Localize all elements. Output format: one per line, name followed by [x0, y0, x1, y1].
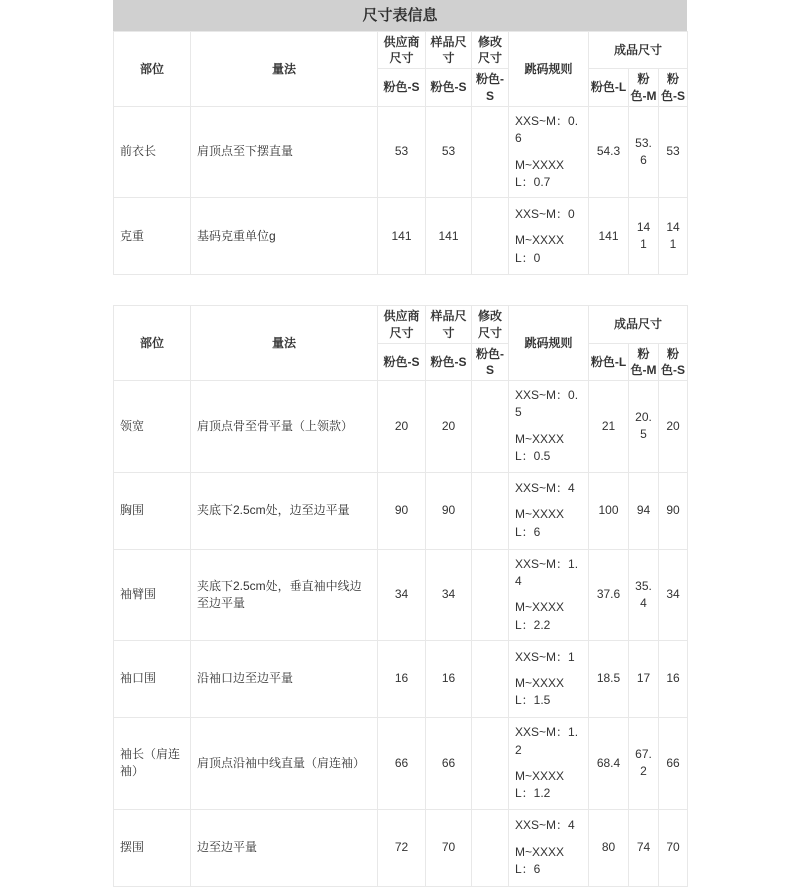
- cell-finished-size: 80: [589, 809, 629, 886]
- cell-finished-size: 37.6: [589, 549, 629, 641]
- grading-rule-line: XXS~M：1: [515, 649, 575, 664]
- cell-finished-size: 67.2: [629, 718, 659, 810]
- cell-method: 沿袖口边至边平量: [191, 641, 378, 718]
- size-table-section-1: [113, 31, 687, 275]
- cell-sample-size: 90: [426, 472, 472, 549]
- cell-grading-rule: [509, 381, 589, 473]
- cell-part: 胸围: [114, 472, 191, 549]
- table-row: [114, 472, 688, 549]
- cell-sample-size: 141: [426, 198, 472, 275]
- cell-finished-size: 18.5: [589, 641, 629, 718]
- table-row: [114, 106, 688, 198]
- header-method: 量法: [191, 32, 378, 107]
- cell-finished-size: 68.4: [589, 718, 629, 810]
- cell-supplier-size: 90: [378, 472, 426, 549]
- grading-rule-line: M~XXXXL：6: [515, 844, 565, 876]
- header-supplier-size: 供应商尺寸: [378, 32, 426, 69]
- cell-sample-size: 66: [426, 718, 472, 810]
- subheader-finished-pink-l: 粉色-L: [589, 69, 629, 106]
- table-gap: [113, 275, 687, 305]
- table-row: [114, 641, 688, 718]
- header-row-top: [114, 306, 688, 343]
- cell-method: 基码克重单位g: [191, 198, 378, 275]
- cell-finished-size: 20: [659, 381, 688, 473]
- table-row: [114, 718, 688, 810]
- cell-finished-size: 54.3: [589, 106, 629, 198]
- cell-grading-rule: [509, 549, 589, 641]
- cell-part: 摆围: [114, 809, 191, 886]
- subheader-finished-pink-l: 粉色-L: [589, 343, 629, 380]
- grading-rule-line: XXS~M：1.4: [515, 556, 579, 589]
- header-sample-size: 样品尺寸: [426, 306, 472, 343]
- cell-finished-size: 141: [629, 198, 659, 275]
- cell-supplier-size: 34: [378, 549, 426, 641]
- size-table-1: [113, 31, 688, 275]
- cell-modify-size: [472, 381, 509, 473]
- subheader-modify-color-size: 粉色-S: [472, 343, 509, 380]
- header-grading-rule: 跳码规则: [509, 32, 589, 107]
- cell-finished-size: 53.6: [629, 106, 659, 198]
- cell-supplier-size: 72: [378, 809, 426, 886]
- cell-finished-size: 53: [659, 106, 688, 198]
- cell-finished-size: 20.5: [629, 381, 659, 473]
- cell-method: 肩顶点骨至骨平量（上领款）: [191, 381, 378, 473]
- header-row-top: [114, 32, 688, 69]
- header-modify-size: 修改尺寸: [472, 306, 509, 343]
- cell-modify-size: [472, 718, 509, 810]
- cell-finished-size: 70: [659, 809, 688, 886]
- cell-supplier-size: 16: [378, 641, 426, 718]
- cell-part: 前衣长: [114, 106, 191, 198]
- cell-finished-size: 17: [629, 641, 659, 718]
- table-row: [114, 198, 688, 275]
- table-row: [114, 381, 688, 473]
- cell-method: 边至边平量: [191, 809, 378, 886]
- cell-part: 袖长（肩连袖）: [114, 718, 191, 810]
- header-method: 量法: [191, 306, 378, 381]
- grading-rule-line: M~XXXXL：0.5: [515, 431, 565, 464]
- cell-method: 肩顶点沿袖中线直量（肩连袖）: [191, 718, 378, 810]
- cell-part: 袖口围: [114, 641, 191, 718]
- cell-sample-size: 34: [426, 549, 472, 641]
- cell-finished-size: 21: [589, 381, 629, 473]
- subheader-finished-pink-s: 粉色-S: [659, 343, 688, 380]
- grading-rule-line: M~XXXXL：1.5: [515, 675, 565, 708]
- cell-sample-size: 53: [426, 106, 472, 198]
- cell-sample-size: 70: [426, 809, 472, 886]
- header-grading-rule: 跳码规则: [509, 306, 589, 381]
- cell-modify-size: [472, 472, 509, 549]
- table-title: 尺寸表信息: [113, 0, 687, 31]
- cell-finished-size: 141: [589, 198, 629, 275]
- cell-finished-size: 66: [659, 718, 688, 810]
- cell-part: 克重: [114, 198, 191, 275]
- grading-rule-line: XXS~M：1.2: [515, 725, 579, 757]
- cell-grading-rule: [509, 198, 589, 275]
- subheader-finished-pink-m: 粉色-M: [629, 343, 659, 380]
- cell-part: 袖臂围: [114, 549, 191, 641]
- cell-grading-rule: [509, 472, 589, 549]
- grading-rule-line: XXS~M：4: [515, 818, 575, 833]
- table-row: [114, 549, 688, 641]
- cell-sample-size: 16: [426, 641, 472, 718]
- cell-finished-size: 141: [659, 198, 688, 275]
- subheader-supplier-color-size: 粉色-S: [378, 69, 426, 106]
- grading-rule-line: M~XXXXL：6: [515, 507, 565, 539]
- cell-supplier-size: 66: [378, 718, 426, 810]
- subheader-modify-color-size: 粉色-S: [472, 69, 509, 106]
- subheader-finished-pink-m: 粉色-M: [629, 69, 659, 106]
- header-modify-size: 修改尺寸: [472, 32, 509, 69]
- cell-method: 夹底下2.5cm处，边至边平量: [191, 472, 378, 549]
- cell-finished-size: 16: [659, 641, 688, 718]
- header-part: 部位: [114, 306, 191, 381]
- cell-modify-size: [472, 198, 509, 275]
- subheader-sample-color-size: 粉色-S: [426, 343, 472, 380]
- cell-grading-rule: [509, 106, 589, 198]
- cell-grading-rule: [509, 718, 589, 810]
- cell-part: 领宽: [114, 381, 191, 473]
- cell-grading-rule: [509, 809, 589, 886]
- grading-rule-line: M~XXXXL：0: [515, 233, 565, 265]
- cell-supplier-size: 20: [378, 381, 426, 473]
- cell-modify-size: [472, 106, 509, 198]
- table-row: [114, 809, 688, 886]
- cell-supplier-size: 53: [378, 106, 426, 198]
- cell-finished-size: 90: [659, 472, 688, 549]
- header-finished-size: 成品尺寸: [589, 306, 688, 343]
- grading-rule-line: XXS~M：4: [515, 481, 575, 496]
- grading-rule-line: M~XXXXL：2.2: [515, 600, 565, 632]
- grading-rule-line: XXS~M：0: [515, 206, 575, 221]
- cell-method: 肩顶点至下摆直量: [191, 106, 378, 198]
- cell-modify-size: [472, 641, 509, 718]
- grading-rule-line: XXS~M：0.6: [515, 113, 579, 146]
- cell-modify-size: [472, 549, 509, 641]
- cell-sample-size: 20: [426, 381, 472, 473]
- size-chart-panel: [113, 0, 687, 887]
- subheader-sample-color-size: 粉色-S: [426, 69, 472, 106]
- grading-rule-line: XXS~M：0.5: [515, 388, 579, 420]
- header-part: 部位: [114, 32, 191, 107]
- header-supplier-size: 供应商尺寸: [378, 306, 426, 343]
- header-sample-size: 样品尺寸: [426, 32, 472, 69]
- cell-grading-rule: [509, 641, 589, 718]
- cell-finished-size: 35.4: [629, 549, 659, 641]
- cell-modify-size: [472, 809, 509, 886]
- grading-rule-line: M~XXXXL：0.7: [515, 157, 565, 189]
- cell-supplier-size: 141: [378, 198, 426, 275]
- subheader-finished-pink-s: 粉色-S: [659, 69, 688, 106]
- subheader-supplier-color-size: 粉色-S: [378, 343, 426, 380]
- cell-finished-size: 34: [659, 549, 688, 641]
- grading-rule-line: M~XXXXL：1.2: [515, 768, 565, 801]
- cell-finished-size: 100: [589, 472, 629, 549]
- cell-finished-size: 74: [629, 809, 659, 886]
- cell-method: 夹底下2.5cm处，垂直袖中线边至边平量: [191, 549, 378, 641]
- cell-finished-size: 94: [629, 472, 659, 549]
- header-finished-size: 成品尺寸: [589, 32, 688, 69]
